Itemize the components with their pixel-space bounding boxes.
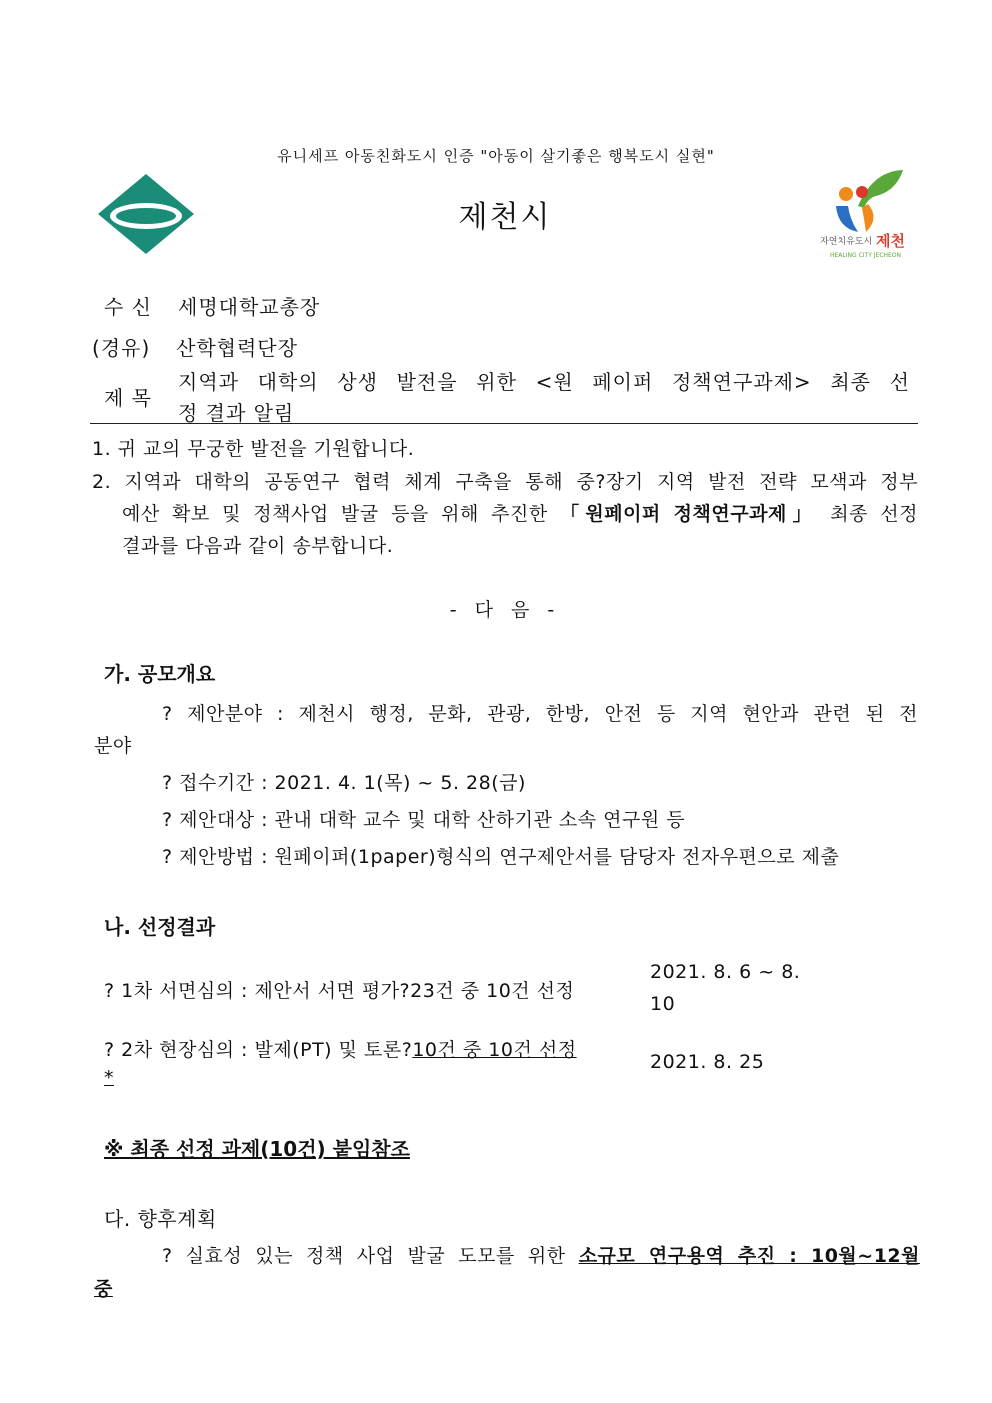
review-1-date-line-2: 10 — [650, 993, 676, 1015]
section-da-heading: 다. 향후계획 — [104, 1207, 217, 1231]
paragraph-1: 1. 귀 교의 무궁한 발전을 기원합니다. — [92, 438, 415, 460]
recipient-label: 수 신 — [104, 295, 152, 319]
paragraph-2-line-1: 2. 지역과 대학의 공동연구 협력 체계 구축을 통해 중?장기 지역 발전 전략 모색과 정부 — [92, 471, 918, 493]
plan-line-1: ? 실효성 있는 정책 사업 발굴 도모를 위한 소규모 연구용역 추진 : 10월~12월 — [162, 1245, 920, 1267]
logo-text-brand: 제천 — [876, 232, 905, 250]
logo-text-en: HEALING CITY JECHEON — [830, 252, 902, 259]
period: ? 접수기간 : 2021. 4. 1(목) ~ 5. 28(금) — [162, 772, 526, 794]
next-heading: - 다 음 - — [449, 599, 561, 621]
via-label: (경유) — [92, 336, 151, 360]
review-2-text: ? 2차 현장심의 : 발제(PT) 및 토론?10건 중 10건 선정 — [104, 1039, 577, 1061]
review-2-date: 2021. 8. 25 — [650, 1051, 765, 1073]
review-1-text: ? 1차 서면심의 : 제안서 서면 평가?23건 중 10건 선정 — [104, 980, 575, 1002]
target: ? 제안대상 : 관내 대학 교수 및 대학 산하기관 소속 연구원 등 — [162, 809, 686, 831]
method: ? 제안방법 : 원페이퍼(1paper)형식의 연구제안서를 담당자 전자우편으로 제출 — [162, 846, 840, 868]
plan-line-2: 중 — [94, 1278, 113, 1300]
plan-highlight: 소규모 연구용역 추진 : 10월~12월 — [578, 1245, 920, 1267]
selected-tasks-note: ※ 최종 선정 과제(10건) 붙임참조 — [104, 1137, 410, 1161]
recipient: 세명대학교총장 — [178, 295, 321, 319]
field-line-2: 분야 — [94, 735, 132, 757]
subject-label: 제 목 — [104, 386, 152, 410]
header-divider — [90, 423, 918, 424]
page-title: 제천시 — [458, 200, 552, 235]
subject-line-2: 정 결과 알림 — [178, 401, 295, 425]
logo-text-ko: 자연치유도시 — [820, 237, 873, 247]
paragraph-2-line-2: 예산 확보 및 정책사업 발굴 등을 위해 추진한 「원페이퍼 정책연구과제」 최종 선정 — [122, 503, 919, 525]
project-name: 「원페이퍼 정책연구과제」 — [560, 503, 818, 525]
paragraph-2-line-3: 결과를 다음과 같이 송부합니다. — [122, 535, 394, 557]
subject-line-1: 지역과 대학의 상생 발전을 위한 <원 페이퍼 정책연구과제> 최종 선 — [178, 370, 910, 394]
slogan: 유니세프 아동친화도시 인증 "아동이 살기좋은 행복도시 실현" — [277, 147, 715, 165]
section-ga-heading: 가. 공모개요 — [104, 662, 216, 686]
field-line-1: ? 제안분야 : 제천시 행정, 문화, 관광, 한방, 안전 등 지역 현안과 관련 된 전 — [162, 703, 918, 725]
healing-city-logo — [818, 166, 918, 260]
review-2-star: * — [104, 1067, 114, 1089]
via: 산학협력단장 — [176, 336, 298, 360]
review-1-date-line-1: 2021. 8. 6 ~ 8. — [650, 961, 801, 983]
section-na-heading: 나. 선정결과 — [104, 915, 216, 939]
